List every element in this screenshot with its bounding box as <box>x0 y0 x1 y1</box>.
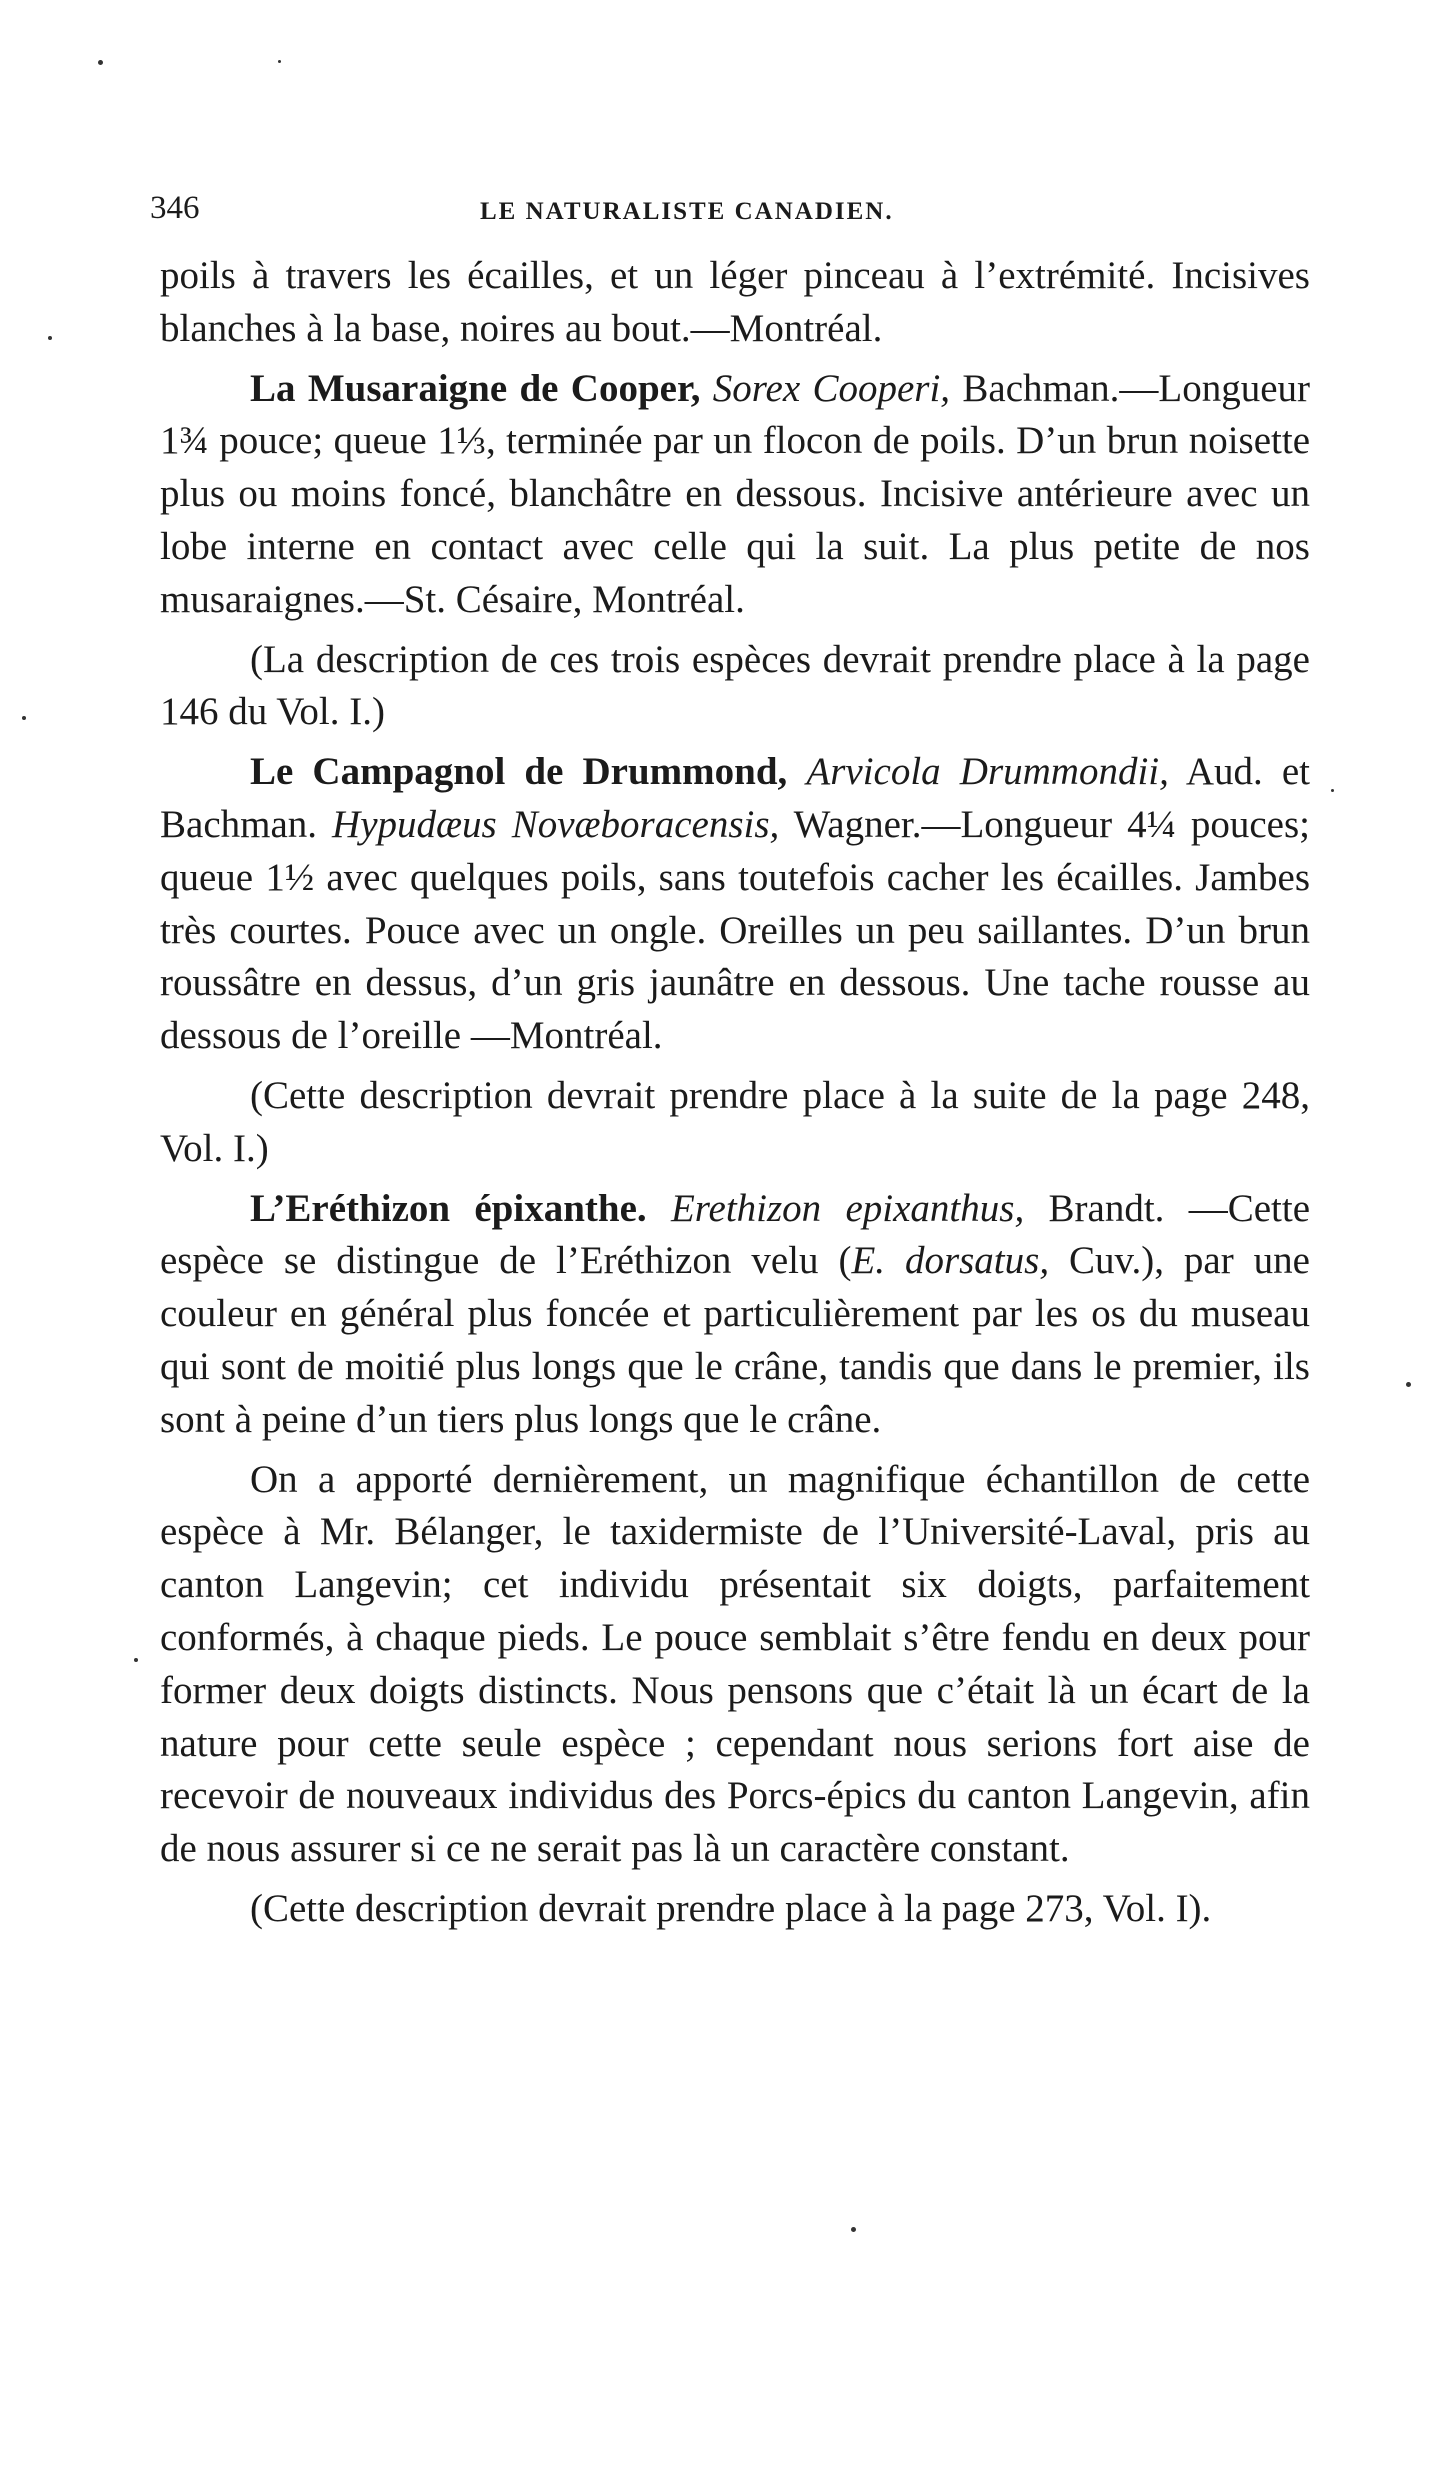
authority-text: Aud. et Bachman. <box>160 750 1311 846</box>
latin-name: Erethizon epixanthus, <box>670 1186 1025 1230</box>
editorial-note: (Cette description devrait prendre place à la suite de la page 248, Vol. I.) <box>160 1073 1310 1170</box>
scan-speck <box>1331 789 1334 792</box>
editorial-note: (La description de ces trois espèces devrait prendre place à la page 146 du Vol. I.) <box>160 637 1310 734</box>
scan-speck <box>22 716 26 720</box>
scan-speck <box>1406 1382 1411 1387</box>
running-head: LE NATURALISTE CANADIEN. <box>480 198 894 225</box>
scan-speck <box>98 60 103 65</box>
paragraph-erethizon-epixanthe <box>160 1183 1310 1447</box>
editorial-note: (Cette description devrait prendre place à la page 273, Vol. I). <box>250 1886 1212 1930</box>
latin-name: Sorex Cooperi, <box>712 366 951 410</box>
page-header <box>150 190 1310 230</box>
paragraph-musaraigne-de-cooper <box>160 363 1310 627</box>
species-description: Wagner.—Longueur 4¼ pouces; queue 1½ avec quelques poils, sans toutefois cacher les écailles. Jambes très courtes. Pouce avec un ongle. Oreilles un peu saillantes. D’un brun roussâtre en dessus, d’un gris jaunâtre en dessous. Une tache rousse au dessous de l’oreille —Montréal. <box>160 802 1310 1058</box>
paragraph-campagnol-de-drummond <box>160 746 1310 1063</box>
paragraph-specimen-account: On a apporté dernièrement, un magnifique échantillon de cette espèce à Mr. Bélanger, le taxidermiste de l’Université-Laval, pris au canton Langevin; cet individu présentait six doigts, parfaitement conformés, à chaque pieds. Le pouce semblait s’être fendu en deux pour former deux doigts distincts. Nous pensons que c’était là un écart de la nature pour cette seule espèce ; cependant nous serions fort aise de recevoir de nouveaux individus des Porcs-épics du canton Langevin, afin de nous assurer si ce ne serait pas là un caractère constant. <box>160 1457 1310 1871</box>
species-name: La Musaraigne de Cooper, <box>250 366 701 410</box>
scan-speck <box>851 2227 856 2232</box>
species-name: L’Eréthizon épixanthe. <box>250 1186 647 1230</box>
latin-synonym: E. dorsatus, <box>851 1239 1050 1283</box>
comparison-text: Brandt. —Cette espèce se distingue de l’Eréthizon velu ( <box>160 1186 1311 1283</box>
latin-synonym: Hypudæus Novæboracensis, <box>332 802 780 846</box>
scan-speck <box>134 1658 138 1662</box>
species-description: Cuv.), par une couleur en général plus foncée et particulièrement par les os du museau qui sont de moitié plus longs que le crâne, tandis que dans le premier, ils sont à peine d’un tiers plus longs que le crâne. <box>160 1239 1310 1441</box>
paragraph-continuation: poils à travers les écailles, et un léger pinceau à l’extrémité. Incisives blanches à la base, noires au bout.—Montréal. <box>160 254 1310 350</box>
latin-name: Arvicola Drummondii, <box>806 750 1169 794</box>
species-name: Le Campagnol de Drummond, <box>250 750 788 794</box>
scan-speck <box>48 336 52 340</box>
species-description: Bachman.—Longueur 1¾ pouce; queue 1⅓, terminée par un flocon de poils. D’un brun noisette plus ou moins foncé, blanchâtre en dessous. Incisive antérieure avec un lobe interne en contact avec celle qui la suit. La plus petite de nos musaraignes.—St. Césaire, Montréal. <box>160 366 1311 621</box>
scan-speck <box>278 60 281 63</box>
text-body <box>160 250 1310 1943</box>
page-number: 346 <box>150 190 200 226</box>
